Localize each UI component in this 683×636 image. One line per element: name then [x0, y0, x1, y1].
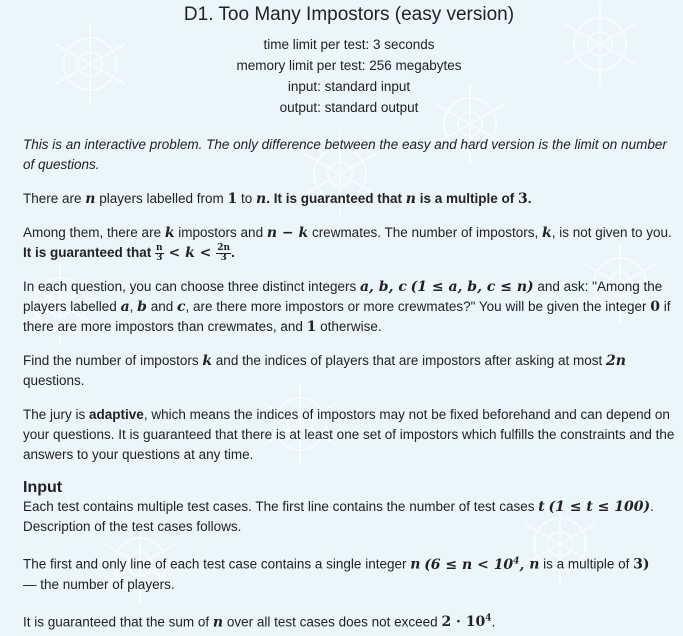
memory-limit: memory limit per test: 256 megabytes: [236, 58, 462, 73]
input-paragraph-1: Each test contains multiple test cases. The first line contains the number of test cases t (1 ≤ t ≤ 100). Description of the test cases follows.: [23, 499, 654, 534]
input-paragraph-3: It is guaranteed that the sum of n over all test cases does not exceed $2 \cdot 10^4$.: [23, 613, 496, 631]
statement-paragraph-1: There are n players labelled from 1 to n. It is guaranteed that n is a multiple of 3.: [23, 191, 532, 207]
time-limit: time limit per test: 3 seconds: [263, 37, 435, 52]
input-spec: input: standard input: [287, 79, 411, 94]
input-paragraph-2: The first and only line of each test case contains a single integer n ($6 \le n < 10^4$, n is a multiple of 3) — the number of players.: [23, 556, 650, 592]
problem-title: D1. Too Many Impostors (easy version): [183, 4, 515, 25]
statement-paragraph-4: Find the number of impostors k and the indices of players that are impostors after asking at most 2n questions.: [23, 353, 626, 388]
fraction-n-over-3: $\frac{n}{3}$: [156, 242, 163, 263]
statement-paragraph-3: In each question, you can choose three distinct integers a, b, c (1 ≤ a, b, c ≤ n) and ask: "Among the players labelled a, b and c, are there more impostors or more crewmates?" You will be given the integer 0 if there are more impostors than crewmates, and 1 otherwise.: [23, 279, 671, 335]
output-spec: output: standard output: [279, 100, 419, 115]
statement-paragraph-5: The jury is adaptive, which means the indices of impostors may not be fixed beforehand and can depend on your questions. It is guaranteed that there is at least one set of impostors which fulfills the constraints and the answers to your questions at any time.: [23, 407, 675, 462]
interactive-note: This is an interactive problem. The only difference between the easy and hard version is the limit on number of questions.: [23, 137, 667, 172]
problem-statement: [0, 4, 683, 632]
statement-paragraph-2: Among them, there are k impostors and n − k crewmates. The number of impostors, k, is not given to you. It is guaranteed that $\frac{n}{3}$ < k < $\frac{2n}{3}$ .: [23, 225, 672, 263]
fraction-2n-over-3: $\frac{2n}{3}$: [217, 242, 231, 263]
input-heading: Input: [23, 479, 63, 496]
limits-block: [23, 34, 675, 118]
